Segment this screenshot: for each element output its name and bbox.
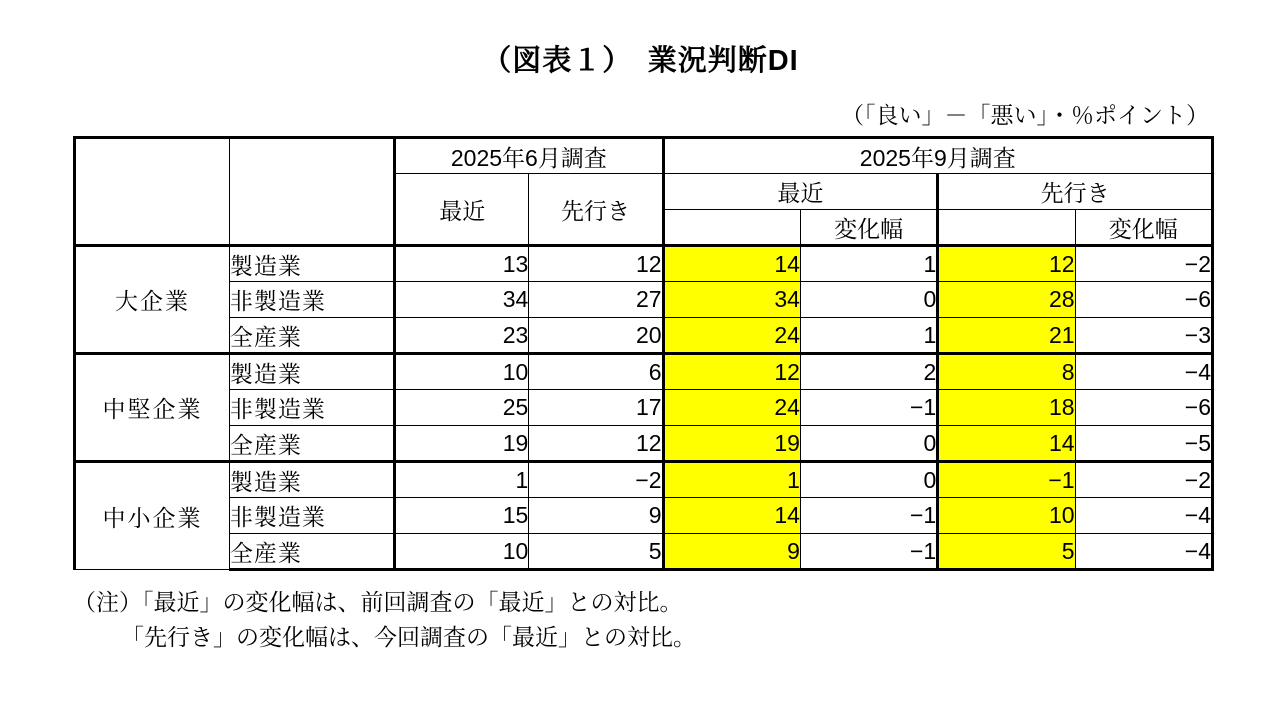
unit-note: （「良い」－「悪い」・％ポイント） <box>841 102 1209 128</box>
cell-curr-outlook: −1 <box>938 462 1075 498</box>
cell-curr-outlook-change: −4 <box>1075 498 1212 534</box>
cell-curr-recent-change: 0 <box>800 282 937 318</box>
header-blank-under-outlook <box>938 210 1075 246</box>
table-row <box>75 282 1213 318</box>
industry-label: 全産業 <box>229 426 394 462</box>
cell-curr-recent: 14 <box>663 498 800 534</box>
cell-curr-outlook-change: −4 <box>1075 354 1212 390</box>
industry-label: 非製造業 <box>229 282 394 318</box>
cell-curr-outlook: 8 <box>938 354 1075 390</box>
cell-curr-recent-change: 1 <box>800 318 937 354</box>
footnote-line-2: 「先行き」の変化幅は、今回調査の「最近」との対比。 <box>121 623 696 650</box>
group-label-medium: 中堅企業 <box>75 354 230 462</box>
cell-curr-outlook-change: −4 <box>1075 534 1212 570</box>
cell-prev-outlook: −2 <box>529 462 663 498</box>
cell-curr-outlook-change: −2 <box>1075 462 1212 498</box>
header-survey-curr: 2025年9月調査 <box>663 138 1212 174</box>
cell-curr-recent-change: 1 <box>800 246 937 282</box>
cell-curr-outlook: 21 <box>938 318 1075 354</box>
cell-curr-recent-change: −1 <box>800 534 937 570</box>
cell-prev-outlook: 6 <box>529 354 663 390</box>
group-label-small: 中小企業 <box>75 462 230 570</box>
header-change-outlook: 変化幅 <box>1075 210 1212 246</box>
table-row <box>75 246 1213 282</box>
cell-curr-recent: 12 <box>663 354 800 390</box>
cell-prev-recent: 19 <box>395 426 529 462</box>
cell-curr-recent-change: 2 <box>800 354 937 390</box>
industry-label: 製造業 <box>229 246 394 282</box>
cell-prev-recent: 23 <box>395 318 529 354</box>
cell-prev-recent: 25 <box>395 390 529 426</box>
document-page <box>0 38 1281 704</box>
cell-curr-recent-change: −1 <box>800 498 937 534</box>
header-curr-outlook: 先行き <box>938 174 1213 210</box>
cell-curr-outlook-change: −6 <box>1075 282 1212 318</box>
cell-curr-recent: 1 <box>663 462 800 498</box>
table-row <box>75 390 1213 426</box>
cell-curr-outlook-change: −3 <box>1075 318 1212 354</box>
cell-prev-recent: 15 <box>395 498 529 534</box>
cell-curr-recent: 14 <box>663 246 800 282</box>
table-row <box>75 426 1213 462</box>
cell-prev-outlook: 17 <box>529 390 663 426</box>
cell-curr-recent: 34 <box>663 282 800 318</box>
industry-label: 製造業 <box>229 354 394 390</box>
cell-prev-outlook: 20 <box>529 318 663 354</box>
cell-curr-outlook-change: −6 <box>1075 390 1212 426</box>
cell-curr-recent-change: 0 <box>800 426 937 462</box>
cell-prev-recent: 34 <box>395 282 529 318</box>
footnote-line-1: （注）「最近」の変化幅は、前回調査の「最近」との対比。 <box>73 589 683 615</box>
cell-curr-outlook-change: −5 <box>1075 426 1212 462</box>
cell-prev-recent: 10 <box>395 354 529 390</box>
cell-curr-recent: 24 <box>663 318 800 354</box>
cell-curr-outlook: 18 <box>938 390 1075 426</box>
footnotes <box>73 585 1281 654</box>
cell-curr-outlook-change: −2 <box>1075 246 1212 282</box>
cell-curr-recent: 24 <box>663 390 800 426</box>
cell-prev-outlook: 12 <box>529 246 663 282</box>
cell-curr-recent-change: −1 <box>800 390 937 426</box>
header-survey-prev: 2025年6月調査 <box>395 138 663 174</box>
cell-curr-recent-change: 0 <box>800 462 937 498</box>
table-row <box>75 318 1213 354</box>
cell-curr-recent: 9 <box>663 534 800 570</box>
cell-curr-outlook: 12 <box>938 246 1075 282</box>
industry-label: 非製造業 <box>229 498 394 534</box>
table-row <box>75 462 1213 498</box>
cell-curr-recent: 19 <box>663 426 800 462</box>
cell-prev-outlook: 5 <box>529 534 663 570</box>
industry-label: 製造業 <box>229 462 394 498</box>
cell-prev-outlook: 12 <box>529 426 663 462</box>
group-label-large: 大企業 <box>75 246 230 354</box>
industry-label: 全産業 <box>229 534 394 570</box>
header-blank-under-recent <box>663 210 800 246</box>
industry-label: 非製造業 <box>229 390 394 426</box>
corner-blank-cell-2 <box>229 138 394 246</box>
cell-prev-recent: 10 <box>395 534 529 570</box>
cell-curr-outlook: 10 <box>938 498 1075 534</box>
cell-curr-outlook: 5 <box>938 534 1075 570</box>
cell-curr-outlook: 14 <box>938 426 1075 462</box>
cell-prev-outlook: 9 <box>529 498 663 534</box>
cell-curr-outlook: 28 <box>938 282 1075 318</box>
header-curr-recent: 最近 <box>663 174 938 210</box>
cell-prev-recent: 13 <box>395 246 529 282</box>
industry-label: 全産業 <box>229 318 394 354</box>
table-row <box>75 354 1213 390</box>
table-row <box>75 498 1213 534</box>
corner-blank-cell <box>75 138 230 246</box>
header-change-recent: 変化幅 <box>800 210 937 246</box>
cell-prev-outlook: 27 <box>529 282 663 318</box>
header-prev-recent: 最近 <box>395 174 529 246</box>
table-row <box>75 534 1213 570</box>
di-table <box>73 136 1214 571</box>
cell-prev-recent: 1 <box>395 462 529 498</box>
table-header-row-1 <box>75 138 1213 174</box>
header-prev-outlook: 先行き <box>529 174 663 246</box>
page-title: （図表１） 業況判断DI <box>482 45 799 77</box>
